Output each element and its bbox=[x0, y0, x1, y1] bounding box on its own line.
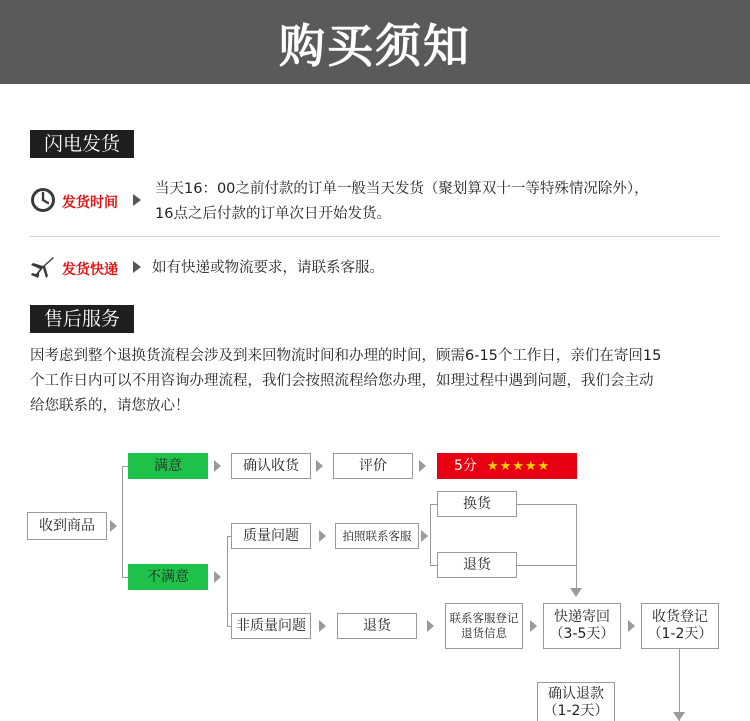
shipping-time-label: 发货时间 bbox=[62, 195, 118, 211]
flow-line bbox=[430, 565, 437, 566]
flow-arrow bbox=[530, 620, 537, 632]
after-sales-paragraph bbox=[30, 344, 730, 419]
flow-review: 评价 bbox=[333, 453, 413, 479]
flow-line bbox=[227, 536, 228, 627]
flow-quality-issue: 质量问题 bbox=[231, 523, 311, 549]
flow-arrow-down bbox=[673, 712, 685, 721]
flow-arrow bbox=[214, 571, 221, 583]
flow-arrow-down bbox=[570, 588, 582, 597]
express-text: 如有快递或物流要求，请联系客服。 bbox=[152, 260, 384, 276]
flow-register-return bbox=[445, 603, 523, 649]
flow-line bbox=[430, 504, 431, 566]
flow-express-return bbox=[543, 603, 621, 649]
flow-line bbox=[430, 504, 437, 505]
after-sales-section-title: 售后服务 bbox=[30, 305, 134, 333]
clock-icon bbox=[30, 187, 56, 213]
flow-arrow bbox=[319, 620, 326, 632]
flow-contact-cs: 拍照联系客服 bbox=[335, 523, 419, 549]
page-header bbox=[0, 0, 750, 84]
flow-arrow bbox=[110, 520, 117, 532]
flow-arrow bbox=[319, 530, 326, 542]
flow-line bbox=[517, 565, 577, 566]
flow-arrow bbox=[316, 460, 323, 472]
flow-receipt-register bbox=[641, 603, 719, 649]
flow-arrow bbox=[427, 620, 434, 632]
express-line1: 快递寄回 bbox=[554, 609, 610, 625]
receipt-line2: （1-2天） bbox=[647, 626, 713, 642]
refund-line1: 确认退款 bbox=[548, 686, 604, 702]
star-rating-icon: ★★★★★ bbox=[486, 458, 551, 474]
flow-score bbox=[437, 453, 577, 479]
score-text: 5分 bbox=[454, 457, 477, 474]
flow-return-non-quality: 退货 bbox=[337, 613, 417, 639]
flow-satisfied: 满意 bbox=[128, 453, 208, 479]
flow-arrow bbox=[214, 460, 221, 472]
flow-line bbox=[679, 649, 680, 721]
page-title: 购买须知 bbox=[279, 19, 471, 73]
shipping-time-text-line2: 16点之后付款的订单次日开始发货。 bbox=[155, 206, 391, 222]
shipping-time-text-line1: 当天16：00之前付款的订单一般当天发货（聚划算双十一等特殊情况除外）， bbox=[155, 181, 649, 197]
shipping-section-title: 闪电发货 bbox=[30, 130, 134, 158]
flow-return: 退货 bbox=[437, 552, 517, 578]
flow-exchange: 换货 bbox=[437, 491, 517, 517]
flow-line bbox=[517, 504, 577, 505]
register-line1: 联系客服登记 bbox=[449, 611, 519, 625]
flow-line bbox=[576, 504, 577, 588]
refund-line2: （1-2天） bbox=[543, 703, 609, 719]
flow-confirm-refund bbox=[537, 682, 615, 721]
airplane-icon bbox=[29, 254, 55, 280]
flow-arrow bbox=[628, 620, 635, 632]
flow-unsatisfied: 不满意 bbox=[128, 564, 208, 590]
express-label: 发货快递 bbox=[62, 262, 118, 278]
express-arrow bbox=[133, 261, 141, 273]
paragraph-line: 给您联系的，请您放心！ bbox=[30, 398, 190, 414]
shipping-time-arrow bbox=[133, 194, 141, 206]
flow-received: 收到商品 bbox=[27, 512, 107, 540]
divider bbox=[30, 236, 720, 237]
register-line2: 退货信息 bbox=[461, 626, 507, 640]
paragraph-line: 因考虑到整个退换货流程会涉及到来回物流时间和办理的时间，顾需6-15个工作日，亲们在寄回15 bbox=[30, 348, 662, 364]
receipt-line1: 收货登记 bbox=[652, 609, 708, 625]
express-line2: （3-5天） bbox=[549, 626, 615, 642]
flow-arrow bbox=[421, 530, 428, 542]
paragraph-line: 个工作日内可以不用咨询办理流程，我们会按照流程给您办理，如理过程中遇到问题，我们会主动 bbox=[30, 373, 654, 389]
flow-line bbox=[122, 466, 123, 578]
flow-arrow bbox=[419, 460, 426, 472]
flow-confirm-receipt: 确认收货 bbox=[231, 453, 311, 479]
flow-non-quality-issue: 非质量问题 bbox=[231, 613, 311, 639]
